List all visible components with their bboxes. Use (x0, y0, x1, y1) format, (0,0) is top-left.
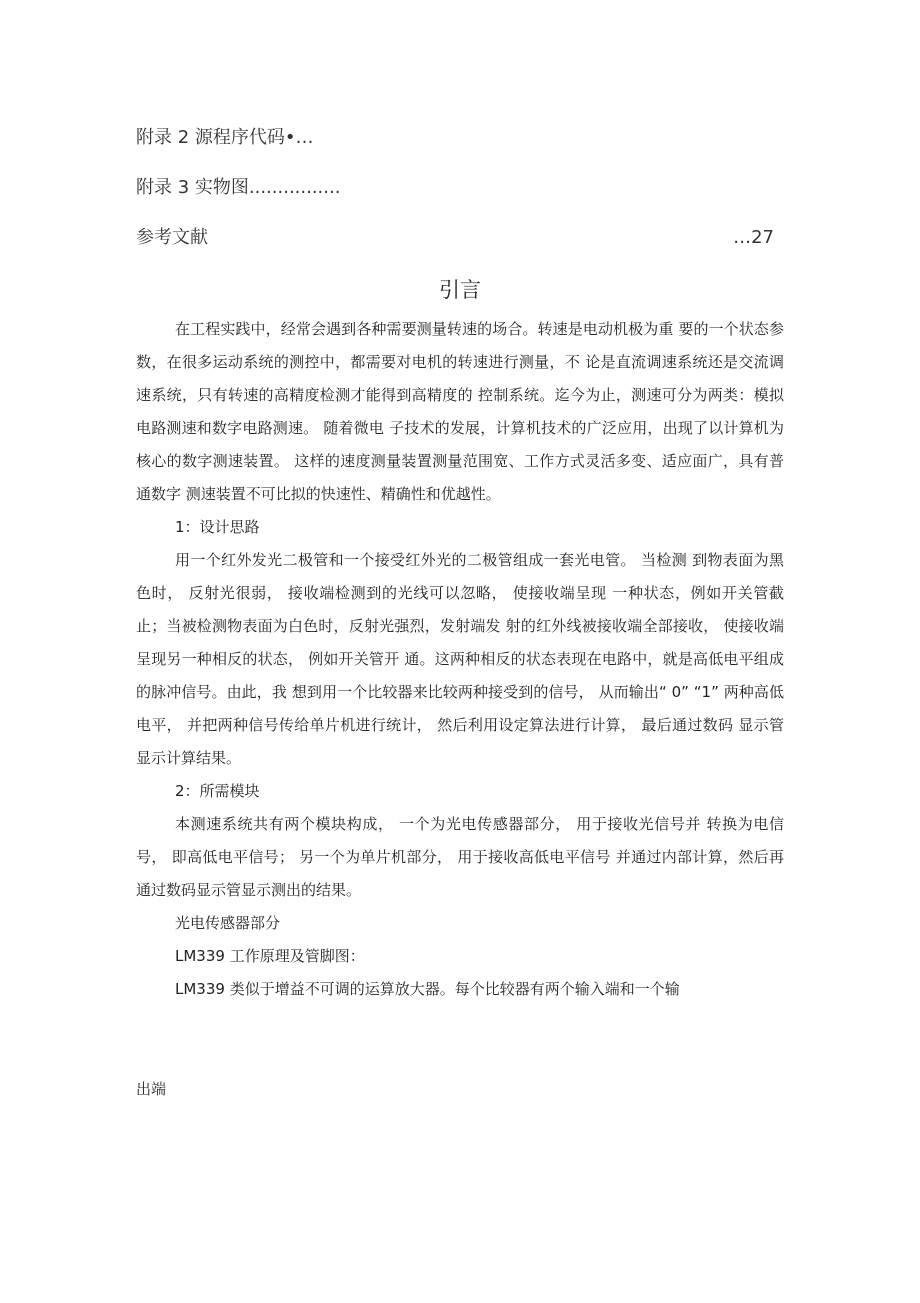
toc-item-appendix-2: 附录 2 源程序代码•… (136, 127, 314, 148)
section-title: 引言 (439, 278, 481, 302)
paragraph-lm339: LM339 类似于增益不可调的运算放大器。每个比较器有两个输入端和一个输 (175, 980, 680, 998)
toc-item-references: 参考文献 (136, 227, 208, 248)
paragraph-design-idea: 用一个红外发光二极管和一个接受红外光的二极管组成一套光电管。 当检测 到物表面为黑色时， 反射光很弱， 接收端检测到的光线可以忽略， 使接收端呈现 一种状态，例如开关管截止；当被检测物表面为白色时，反射光强烈，发射端发 射的红外线被接收端全部接收， 使接收端呈现另一种相反的状态， 例如开关管开 通。这两种相反的状态表现在电路中，就是高低电平组成的脉冲信号。由此，我 想到用一个比较器来比较两种接受到的信号， 从而输出“ 0” “1” 两种高低电平， 并把两种信号传给单片机进行统计， 然后利用设定算法进行计算， 最后通过数码 显示管显示计算结果。 (136, 551, 784, 767)
subheading-photoelectric-sensor: 光电传感器部分 (175, 914, 281, 932)
subheading-modules: 2：所需模块 (175, 782, 260, 800)
paragraph-intro: 在工程实践中，经常会遇到各种需要测量转速的场合。转速是电动机极为重 要的一个状态参数，在很多运动系统的测控中，都需要对电机的转速进行测量，不 论是直流调速系统还是交流调速系统，只有转速的高精度检测才能得到高精度的 控制系统。迄今为止，测速可分为两类：模拟电路测速和数字电路测速。 随着微电 子技术的发展，计算机技术的广泛应用，出现了以计算机为核心的数字测速装置。 这样的速度测量装置测量范围宽、工作方式灵活多变、适应面广，具有普通数字 测速装置不可比拟的快速性、精确性和优越性。 (136, 320, 784, 503)
paragraph-lm339-continued: 出端 (136, 1080, 167, 1098)
subheading-lm339: LM339 工作原理及管脚图： (175, 947, 365, 965)
subheading-design-idea: 1：设计思路 (175, 518, 260, 536)
paragraph-modules: 本测速系统共有两个模块构成， 一个为光电传感器部分， 用于接收光信号并 转换为电信号， 即高低电平信号； 另一个为单片机部分， 用于接收高低电平信号 并通过内部计算，然后再通过数码显示管显示测出的结果。 (136, 815, 784, 899)
section-body (136, 313, 784, 1006)
toc-item-references-page: …27 (733, 227, 774, 248)
toc-item-appendix-3: 附录 3 实物图................ (136, 177, 341, 198)
